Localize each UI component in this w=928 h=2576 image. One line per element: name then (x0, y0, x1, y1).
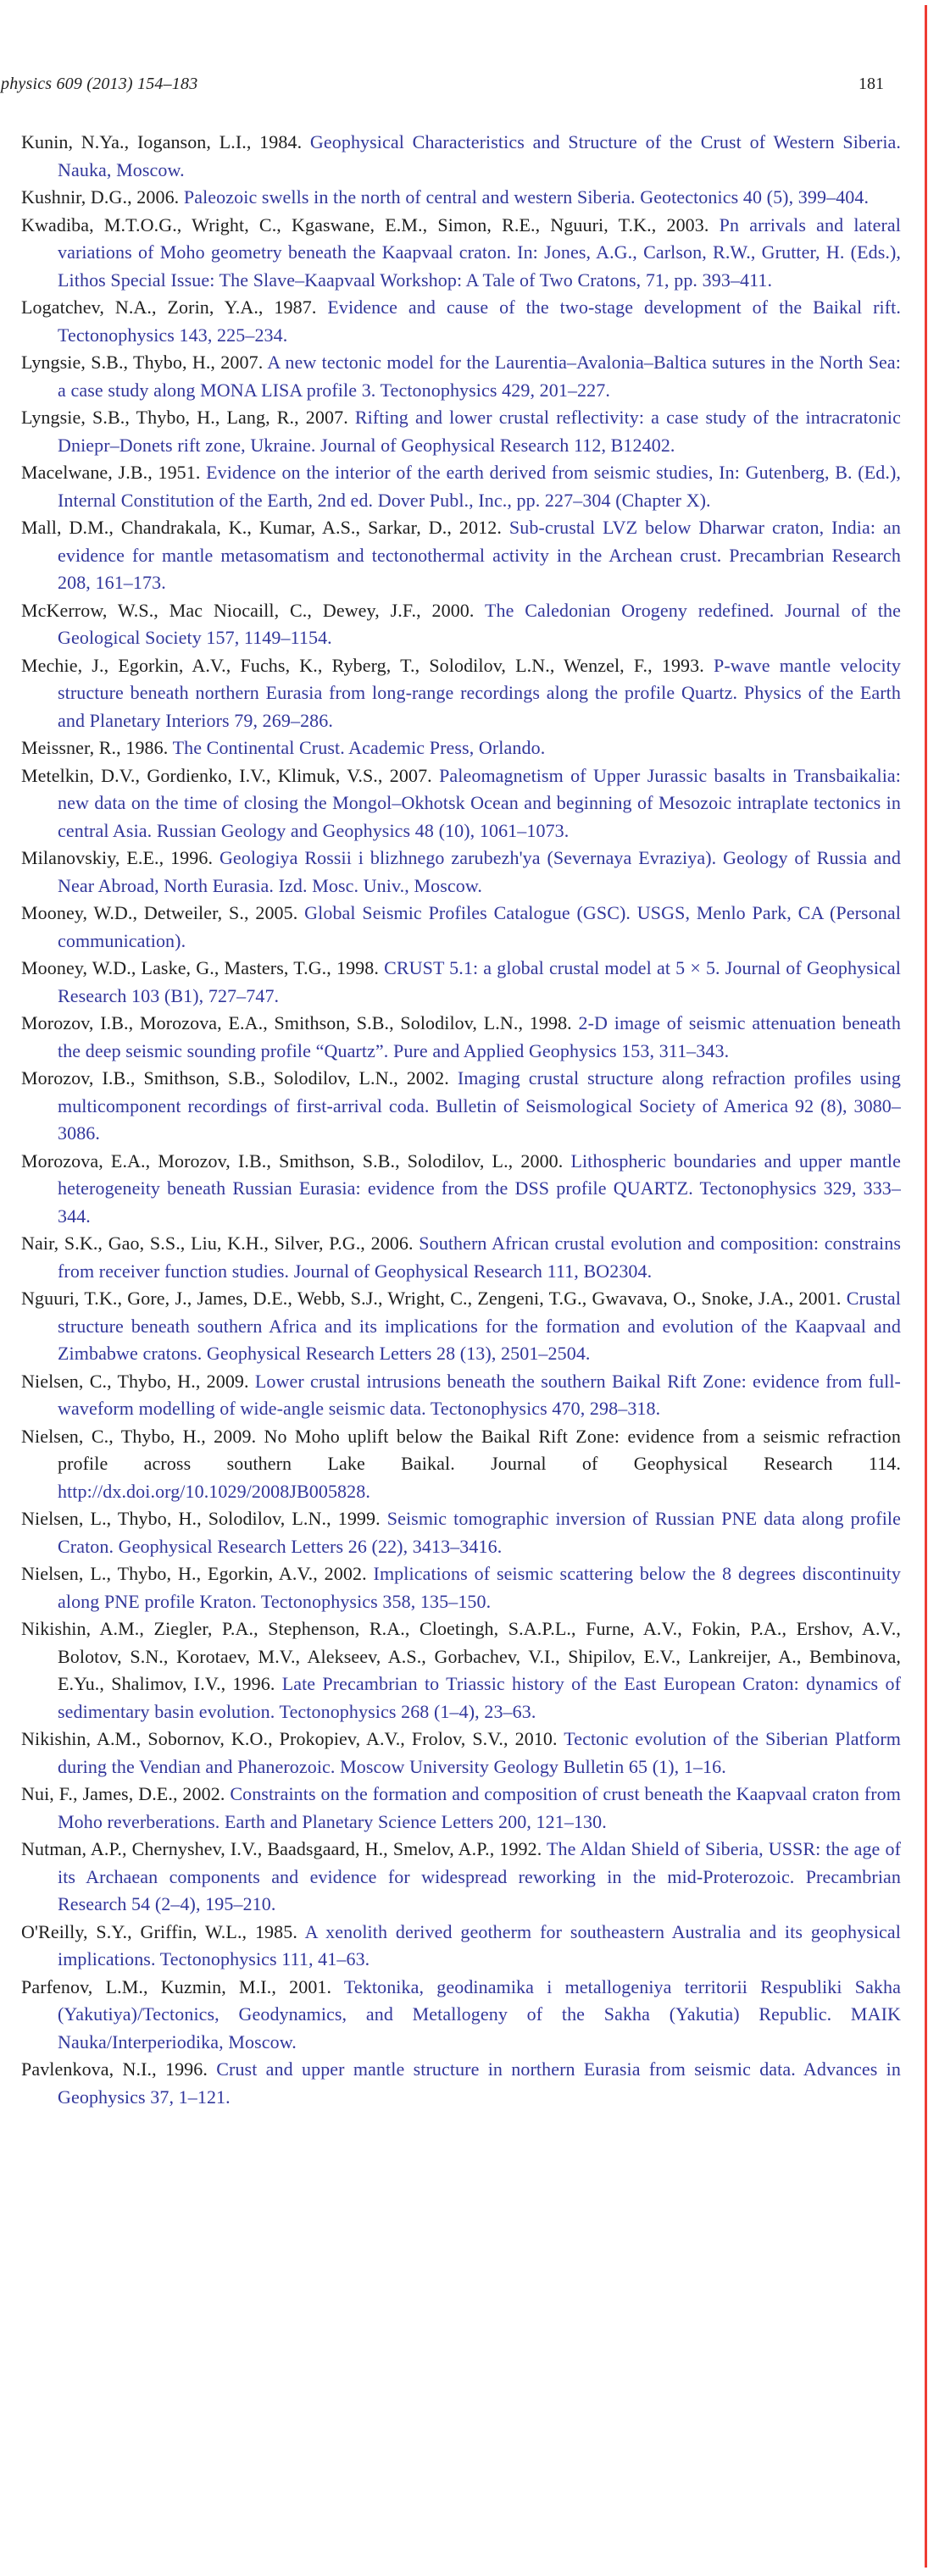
reference-entry (21, 597, 901, 652)
reference-entry (21, 955, 901, 1010)
reference-link[interactable]: Tektonika, geodinamika i metallogeniya territorii Respubliki Sakha (Yakutiya)/Tectonics, Geodynamics, and Metallogeny of the Sakha (Yakutia) Republic. MAIK Nauka/Interperiodika, Moscow. (58, 1975, 901, 2052)
reference-entry (21, 129, 901, 184)
reference-entry (21, 900, 901, 955)
running-head-journal-citation: physics 609 (2013) 154–183 (1, 75, 198, 93)
reference-link[interactable]: Lithospheric boundaries and upper mantle heterogeneity beneath Russian Eurasia: evidence from the DSS profile QUARTZ. Tectonophysics 329, 333–344. (58, 1150, 901, 1227)
reference-entry (21, 1230, 901, 1285)
reference-authors: Nui, F., James, D.E., 2002. (21, 1783, 231, 1804)
reference-authors: Nielsen, C., Thybo, H., 2009. No Moho uplift below the Baikal Rift Zone: evidence from a seismic refraction profile across southern Lake Baikal. Journal of Geophysical Research 114. (21, 1425, 901, 1474)
reference-entry (21, 1010, 901, 1065)
reference-authors: Nielsen, L., Thybo, H., Egorkin, A.V., 2002. (21, 1563, 374, 1584)
reference-entry (21, 1423, 901, 1506)
reference-link[interactable]: Imaging crustal structure along refraction profiles using multicomponent recordings of first-arrival coda. Bulletin of Seismological Society of America 92 (8), 3080–3086. (58, 1067, 901, 1144)
reference-authors: Metelkin, D.V., Gordienko, I.V., Klimuk, V.S., 2007. (21, 764, 440, 786)
reference-authors: Nair, S.K., Gao, S.S., Liu, K.H., Silver, P.G., 2006. (21, 1233, 420, 1254)
reference-authors: Morozov, I.B., Morozova, E.A., Smithson, S.B., Solodilov, L.N., 1998. (21, 1012, 579, 1033)
reference-link[interactable]: Constraints on the formation and composition of crust beneath the Kaapvaal craton from Moho reverberations. Earth and Planetary Science Letters 200, 121–130. (58, 1783, 901, 1832)
reference-link[interactable]: A new tectonic model for the Laurentia–Avalonia–Baltica sutures in the North Sea: a case study along MONA LISA profile 3. Tectonophysics 429, 201–227. (58, 352, 901, 401)
reference-entry (21, 1919, 901, 1974)
reference-entry (21, 1065, 901, 1148)
reference-link[interactable]: Seismic tomographic inversion of Russian PNE data along profile Craton. Geophysical Research Letters 26 (22), 3413–3416. (58, 1508, 901, 1557)
reference-link[interactable]: Global Seismic Profiles Catalogue (GSC). USGS, Menlo Park, CA (Personal communication). (58, 902, 901, 951)
reference-authors: Logatchev, N.A., Zorin, Y.A., 1987. (21, 296, 328, 318)
reference-entry (21, 1974, 901, 2057)
reference-authors: Lyngsie, S.B., Thybo, H., 2007. (21, 352, 268, 373)
reference-entry (21, 349, 901, 404)
reference-authors: Pavlenkova, N.I., 1996. (21, 2058, 217, 2080)
reference-authors: Mechie, J., Egorkin, A.V., Fuchs, K., Ryberg, T., Solodilov, L.N., Wenzel, F., 1993. (21, 654, 714, 676)
reference-link[interactable]: Southern African crustal evolution and composition: constrains from receiver function studies. Journal of Geophysical Research 111, BO2304. (58, 1233, 901, 1282)
reference-authors: Kunin, N.Ya., Ioganson, L.I., 1984. (21, 131, 310, 152)
reference-link[interactable]: Evidence and cause of the two-stage development of the Baikal rift. Tectonophysics 143, 225–234. (58, 296, 901, 346)
reference-link[interactable]: Geophysical Characteristics and Structure of the Crust of Western Siberia. Nauka, Moscow. (58, 131, 901, 180)
reference-entry (21, 1285, 901, 1368)
page-number: 181 (859, 75, 884, 93)
reference-authors: Nikishin, A.M., Sobornov, K.O., Prokopiev, A.V., Frolov, S.V., 2010. (21, 1728, 564, 1749)
reference-entry (21, 184, 901, 212)
reference-link[interactable]: Crustal structure beneath southern Africa and its implications for the formation and evolution of the Kaapvaal and Zimbabwe cratons. Geophysical Research Letters 28 (13), 2501–2504. (58, 1288, 901, 1364)
reference-authors: Mooney, W.D., Detweiler, S., 2005. (21, 902, 305, 923)
reference-link[interactable]: Implications of seismic scattering below the 8 degrees discontinuity along PNE profile Kraton. Tectonophysics 358, 135–150. (58, 1563, 901, 1612)
reference-authors: Mooney, W.D., Laske, G., Masters, T.G., 1998. (21, 957, 385, 978)
reference-link[interactable]: CRUST 5.1: a global crustal model at 5 × 5. Journal of Geophysical Research 103 (B1), 727–747. (58, 957, 901, 1006)
reference-authors: Meissner, R., 1986. (21, 737, 173, 758)
reference-link[interactable]: Geologiya Rossii i blizhnego zarubezh'ya (Severnaya Evraziya). Geology of Russia and Near Abroad, North Eurasia. Izd. Mosc. Univ., Moscow. (58, 847, 901, 896)
reference-list (21, 129, 901, 2111)
reference-link[interactable]: Evidence on the interior of the earth derived from seismic studies, In: Gutenberg, B. (Ed.), Internal Constitution of the Earth, 2nd ed. Dover Publ., Inc., pp. 227–304 (Chapter X). (58, 462, 901, 511)
reference-authors: Mall, D.M., Chandrakala, K., Kumar, A.S., Sarkar, D., 2012. (21, 517, 509, 538)
reference-link[interactable]: The Caledonian Orogeny redefined. Journal of the Geological Society 157, 1149–1154. (58, 599, 901, 648)
reference-entry (21, 734, 901, 762)
reference-authors: McKerrow, W.S., Mac Niocaill, C., Dewey, J.F., 2000. (21, 599, 485, 621)
reference-authors: Kushnir, D.G., 2006. (21, 186, 184, 208)
reference-link[interactable]: Lower crustal intrusions beneath the southern Baikal Rift Zone: evidence from full-waveform modelling of wide-angle seismic data. Tectonophysics 470, 298–318. (58, 1370, 901, 1419)
reference-entry (21, 1505, 901, 1560)
reference-entry (21, 2056, 901, 2111)
reference-entry (21, 652, 901, 735)
reference-entry (21, 459, 901, 514)
reference-entry (21, 294, 901, 349)
reference-entry (21, 762, 901, 845)
reference-authors: O'Reilly, S.Y., Griffin, W.L., 1985. (21, 1920, 305, 1942)
reference-link[interactable]: The Continental Crust. Academic Press, Orlando. (172, 737, 546, 758)
red-edge-marker-line (925, 5, 927, 2568)
reference-link[interactable]: Late Precambrian to Triassic history of the East European Craton: dynamics of sedimentary basin evolution. Tectonophysics 268 (1–4), 23–63. (58, 1673, 901, 1722)
reference-link[interactable]: Crust and upper mantle structure in northern Eurasia from seismic data. Advances in Geophysics 37, 1–121. (58, 2058, 901, 2108)
reference-link[interactable]: Rifting and lower crustal reflectivity: a case study of the intracratonic Dniepr–Donets rift zone, Ukraine. Journal of Geophysical Research 112, B12402. (58, 407, 901, 456)
reference-authors: Parfenov, L.M., Kuzmin, M.I., 2001. (21, 1975, 344, 1997)
reference-entry (21, 1368, 901, 1423)
reference-entry (21, 514, 901, 597)
reference-authors: Nielsen, C., Thybo, H., 2009. (21, 1370, 255, 1392)
reference-entry (21, 1781, 901, 1836)
reference-link[interactable]: Sub-crustal LVZ below Dharwar craton, India: an evidence for mantle metasomatism and tectonothermal activity in the Archean crust. Precambrian Research 208, 161–173. (58, 517, 901, 593)
reference-authors: Lyngsie, S.B., Thybo, H., Lang, R., 2007. (21, 407, 355, 428)
reference-link[interactable]: Tectonic evolution of the Siberian Platform during the Vendian and Phanerozoic. Moscow University Geology Bulletin 65 (1), 1–16. (58, 1728, 901, 1777)
reference-entry (21, 212, 901, 295)
reference-link[interactable]: http://dx.doi.org/10.1029/2008JB005828. (58, 1480, 370, 1502)
reference-authors: Macelwane, J.B., 1951. (21, 462, 207, 483)
reference-authors: Nutman, A.P., Chernyshev, I.V., Baadsgaard, H., Smelov, A.P., 1992. (21, 1838, 547, 1859)
reference-authors: Nikishin, A.M., Ziegler, P.A., Stephenson, R.A., Cloetingh, S.A.P.L., Furne, A.V., Fokin, P.A., Ershov, A.V., Bolotov, S.N., Korotaev, M.V., Alekseev, A.S., Gorbachev, V.I., Shipilov, E.V., Lankreijer, A., Bembinova, E.Yu., Shalimov, I.V., 1996. (21, 1618, 901, 1694)
reference-authors: Milanovskiy, E.E., 1996. (21, 847, 219, 868)
reference-link[interactable]: Paleomagnetism of Upper Jurassic basalts in Transbaikalia: new data on the time of closing the Mongol–Okhotsk Ocean and beginning of Mesozoic intraplate tectonics in central Asia. Russian Geology and Geophysics 48 (10), 1061–1073. (58, 764, 902, 841)
reference-authors: Kwadiba, M.T.O.G., Wright, C., Kgaswane, E.M., Simon, R.E., Nguuri, T.K., 2003. (21, 213, 720, 235)
reference-link[interactable]: The Aldan Shield of Siberia, USSR: the age of its Archaean components and evidence for widespread reworking in the mid-Proterozoic. Precambrian Research 54 (2–4), 195–210. (58, 1838, 901, 1914)
reference-entry (21, 1726, 901, 1781)
reference-link[interactable]: Paleozoic swells in the north of central and western Siberia. Geotectonics 40 (5), 399–404. (183, 186, 870, 208)
reference-entry (21, 845, 901, 900)
reference-entry (21, 1836, 901, 1919)
reference-authors: Morozov, I.B., Smithson, S.B., Solodilov, L.N., 2002. (21, 1067, 458, 1089)
reference-entry (21, 1148, 901, 1231)
reference-entry (21, 404, 901, 459)
reference-entry (21, 1560, 901, 1615)
reference-authors: Morozova, E.A., Morozov, I.B., Smithson, S.B., Solodilov, L., 2000. (21, 1150, 571, 1172)
reference-link[interactable]: 2-D image of seismic attenuation beneath the deep seismic sounding profile “Quartz”. Pure and Applied Geophysics 153, 311–343. (58, 1012, 901, 1061)
reference-link[interactable]: Pn arrivals and lateral variations of Moho geometry beneath the Kaapvaal craton. In: Jones, A.G., Carlson, R.W., Grutter, H. (Eds.), Lithos Special Issue: The Slave–Kaapvaal Workshop: A Tale of Two Cratons, 71, pp. 393–411. (58, 213, 901, 291)
reference-link[interactable]: P-wave mantle velocity structure beneath northern Eurasia from long-range recordings along the profile Quartz. Physics of the Earth and Planetary Interiors 79, 269–286. (58, 654, 901, 731)
reference-authors: Nielsen, L., Thybo, H., Solodilov, L.N., 1999. (21, 1508, 387, 1529)
reference-authors: Nguuri, T.K., Gore, J., James, D.E., Webb, S.J., Wright, C., Zengeni, T.G., Gwavava, O., Snoke, J.A., 2001. (21, 1288, 847, 1309)
reference-link[interactable]: A xenolith derived geotherm for southeastern Australia and its geophysical implications. Tectonophysics 111, 41–63. (58, 1920, 901, 1969)
reference-entry (21, 1615, 901, 1726)
